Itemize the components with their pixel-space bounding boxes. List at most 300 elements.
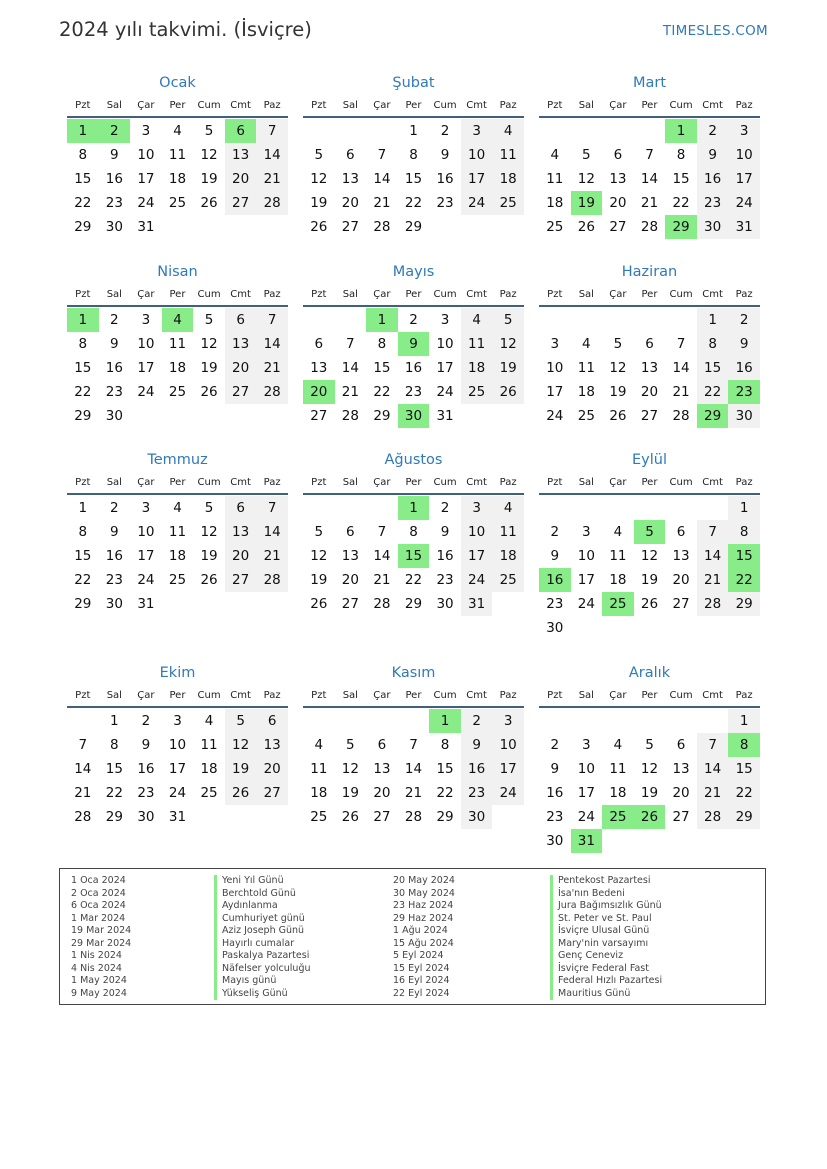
day-cell: 27	[341, 596, 359, 612]
day-cell: 1	[728, 496, 760, 520]
holiday-date: 4 Nis 2024	[71, 962, 122, 974]
day-cell: 19	[310, 195, 328, 211]
day-cell: 21	[373, 195, 391, 211]
day-cell: 9	[728, 332, 760, 356]
day-cell: 28	[373, 596, 391, 612]
day-cell: 2	[550, 524, 560, 540]
holiday-name: İsa'nın Bedeni	[550, 888, 662, 901]
day-cell: 19	[310, 572, 328, 588]
month-name: Nisan	[157, 264, 198, 280]
holiday-day-cell: 30	[398, 404, 430, 428]
day-cell: 20	[640, 384, 659, 400]
day-cell: 26	[200, 384, 218, 400]
day-cell: 20	[373, 785, 391, 801]
day-cell: 4	[173, 500, 182, 516]
day-cell: 14	[373, 171, 391, 187]
day-cell: 6	[346, 524, 355, 540]
day-cell: 24	[546, 408, 564, 424]
month-calendar	[67, 449, 288, 612]
holiday-name: Genç Ceneviz	[550, 950, 662, 963]
day-cell: 17	[461, 544, 493, 568]
day-cell: 26	[640, 596, 659, 612]
month-calendar	[303, 449, 524, 612]
day-cell: 29	[74, 219, 92, 235]
day-cell: 19	[225, 757, 257, 781]
day-cell: 21	[256, 167, 288, 191]
weekday-label: Pzt	[311, 99, 327, 111]
weekday-label: Per	[405, 99, 422, 111]
day-cell: 12	[577, 171, 595, 187]
day-cell: 16	[546, 785, 564, 801]
day-cell: 30	[105, 596, 123, 612]
weekday-label: Cum	[433, 689, 457, 701]
weekday-label: Cum	[197, 476, 221, 488]
day-cell: 27	[640, 408, 659, 424]
day-cell: 27	[225, 191, 257, 215]
day-cell: 2	[409, 312, 418, 328]
weekday-label: Sal	[578, 476, 594, 488]
day-cell: 15	[105, 761, 123, 777]
day-cell: 14	[341, 360, 359, 376]
weekday-label: Paz	[263, 99, 281, 111]
day-cell: 18	[577, 384, 595, 400]
day-cell: 25	[168, 384, 187, 400]
day-cell: 6	[676, 524, 686, 540]
weekday-label: Paz	[735, 288, 753, 300]
weekday-label: Cmt	[230, 288, 251, 300]
month-name: Temmuz	[147, 452, 208, 468]
day-cell: 11	[492, 520, 524, 544]
holiday-day-cell: 5	[634, 520, 666, 544]
holiday-day-cell: 1	[429, 709, 461, 733]
month-name: Aralık	[628, 665, 671, 681]
weekday-label: Pzt	[547, 689, 563, 701]
day-cell: 30	[105, 408, 123, 424]
holiday-name: Mauritius Günü	[550, 988, 662, 1001]
day-cell: 11	[546, 171, 564, 187]
holiday-day-cell: 16	[539, 568, 571, 592]
weekday-label: Cum	[433, 288, 457, 300]
weekday-label: Paz	[499, 99, 517, 111]
day-cell: 23	[436, 195, 454, 211]
day-cell: 16	[137, 761, 155, 777]
day-cell: 4	[492, 496, 524, 520]
day-cell: 6	[613, 147, 623, 163]
holiday-date: 29 Mar 2024	[71, 937, 132, 949]
day-cell: 23	[546, 809, 564, 825]
day-cell: 24	[461, 568, 493, 592]
day-cell: 7	[697, 733, 729, 757]
day-cell: 23	[461, 781, 493, 805]
day-cell: 6	[676, 737, 686, 753]
holiday-name: Pentekost Pazartesi	[550, 875, 662, 888]
day-cell: 5	[225, 709, 257, 733]
day-cell: 28	[256, 568, 288, 592]
holiday-legend	[59, 868, 766, 1005]
day-cell: 25	[168, 195, 187, 211]
holiday-day-cell: 15	[728, 544, 760, 568]
day-cell: 20	[225, 544, 257, 568]
holiday-name: Paskalya Pazartesi	[214, 950, 311, 963]
day-cell: 31	[137, 219, 155, 235]
weekday-label: Cum	[197, 689, 221, 701]
day-cell: 4	[204, 713, 214, 729]
day-cell: 4	[492, 119, 524, 143]
day-cell: 27	[672, 596, 690, 612]
day-cell: 5	[492, 308, 524, 332]
holiday-day-cell: 1	[67, 308, 99, 332]
day-cell: 1	[78, 500, 88, 516]
holiday-date: 29 Haz 2024	[393, 912, 454, 924]
day-cell: 10	[577, 548, 595, 564]
weekday-label: Cum	[197, 288, 221, 300]
day-cell: 19	[200, 548, 218, 564]
day-cell: 12	[341, 761, 359, 777]
day-cell: 30	[461, 805, 493, 829]
weekday-label: Çar	[373, 689, 391, 701]
day-cell: 4	[582, 336, 591, 352]
day-cell: 21	[341, 384, 359, 400]
holiday-name: Aziz Joseph Günü	[214, 925, 311, 938]
day-cell: 13	[341, 171, 359, 187]
day-cell: 19	[200, 360, 218, 376]
holiday-date: 5 Eyl 2024	[393, 950, 444, 961]
weekday-label: Per	[405, 476, 422, 488]
day-cell: 2	[440, 500, 450, 516]
holiday-date: 1 May 2024	[71, 975, 127, 986]
day-cell: 23	[546, 596, 564, 612]
day-cell: 22	[74, 572, 92, 588]
day-cell: 12	[640, 761, 659, 777]
day-cell: 26	[609, 408, 627, 424]
day-cell: 11	[609, 548, 627, 564]
day-cell: 18	[492, 167, 524, 191]
weekday-label: Cmt	[230, 99, 251, 111]
day-cell: 3	[492, 709, 524, 733]
day-cell: 5	[346, 737, 355, 753]
weekday-label: Paz	[263, 689, 281, 701]
holiday-day-cell: 1	[665, 119, 697, 143]
day-cell: 6	[314, 336, 324, 352]
day-cell: 15	[404, 171, 423, 187]
day-cell: 1	[409, 123, 418, 139]
day-cell: 12	[310, 548, 328, 564]
holiday-date: 19 Mar 2024	[71, 925, 132, 936]
weekday-label: Çar	[373, 476, 391, 488]
weekday-label: Paz	[735, 99, 753, 111]
holiday-date: 22 Eyl 2024	[393, 987, 450, 999]
day-cell: 2	[440, 123, 450, 139]
holiday-name: Näfelser yolculuğu	[214, 963, 311, 976]
day-cell: 10	[461, 520, 493, 544]
day-cell: 11	[461, 332, 493, 356]
holiday-date: 1 Oca 2024	[71, 875, 126, 886]
holiday-date-column	[71, 875, 131, 1000]
day-cell: 16	[105, 548, 123, 564]
day-cell: 11	[609, 761, 627, 777]
month-name: Ekim	[159, 665, 196, 681]
day-cell: 5	[314, 147, 324, 163]
day-cell: 17	[577, 572, 595, 588]
day-cell: 29	[404, 596, 423, 612]
day-cell: 22	[672, 195, 690, 211]
day-cell: 18	[168, 548, 187, 564]
day-cell: 2	[110, 312, 119, 328]
holiday-day-cell: 4	[162, 308, 194, 332]
day-cell: 15	[697, 356, 729, 380]
day-cell: 8	[377, 336, 387, 352]
weekday-label: Per	[641, 476, 658, 488]
day-cell: 16	[436, 171, 454, 187]
day-cell: 2	[461, 709, 493, 733]
weekday-label: Per	[641, 288, 658, 300]
day-cell: 12	[640, 548, 659, 564]
holiday-date-column	[393, 875, 455, 1000]
day-cell: 13	[341, 548, 359, 564]
weekday-label: Pzt	[311, 689, 327, 701]
weekday-header	[539, 283, 760, 307]
day-cell: 6	[377, 737, 387, 753]
weekday-label: Çar	[137, 288, 155, 300]
day-cell: 24	[436, 384, 454, 400]
holiday-date: 15 Eyl 2024	[393, 962, 450, 974]
day-cell: 20	[341, 572, 359, 588]
weekday-label: Çar	[137, 476, 155, 488]
day-cell: 20	[341, 195, 359, 211]
holiday-day-cell: 15	[398, 544, 430, 568]
day-cell: 10	[577, 761, 595, 777]
day-cell: 16	[461, 757, 493, 781]
weekday-label: Cum	[669, 288, 693, 300]
holiday-name: Mary'nin varsayımı	[550, 938, 662, 951]
day-cell: 29	[436, 809, 454, 825]
weekday-label: Pzt	[547, 99, 563, 111]
weekday-label: Cmt	[702, 689, 723, 701]
day-cell: 13	[672, 761, 690, 777]
day-cell: 25	[492, 191, 524, 215]
month-calendar	[539, 261, 760, 424]
weekday-label: Sal	[342, 689, 358, 701]
day-cell: 16	[404, 360, 423, 376]
day-cell: 18	[609, 572, 627, 588]
day-cell: 18	[168, 360, 187, 376]
day-cell: 7	[409, 737, 418, 753]
day-cell: 8	[78, 147, 88, 163]
day-cell: 13	[225, 520, 257, 544]
weekday-label: Paz	[263, 476, 281, 488]
day-cell: 30	[546, 620, 564, 636]
day-cell: 21	[672, 384, 690, 400]
day-cell: 19	[200, 171, 218, 187]
weekday-label: Per	[169, 99, 186, 111]
weekday-label: Paz	[499, 476, 517, 488]
day-cell: 5	[204, 123, 214, 139]
day-cell: 9	[461, 733, 493, 757]
day-cell: 5	[204, 312, 214, 328]
weekday-header	[67, 684, 288, 708]
day-cell: 26	[310, 219, 328, 235]
day-cell: 12	[200, 336, 218, 352]
day-cell: 9	[110, 524, 119, 540]
day-cell: 17	[436, 360, 454, 376]
weekday-label: Çar	[137, 99, 155, 111]
day-cell: 18	[200, 761, 218, 777]
month-calendar	[303, 72, 524, 235]
month-calendar	[539, 449, 760, 636]
holiday-day-cell: 9	[398, 332, 430, 356]
weekday-label: Sal	[342, 99, 358, 111]
day-cell: 18	[546, 195, 564, 211]
day-cell: 27	[225, 568, 257, 592]
day-cell: 23	[137, 785, 155, 801]
weekday-label: Çar	[373, 288, 391, 300]
day-cell: 31	[137, 596, 155, 612]
day-cell: 29	[728, 592, 760, 616]
day-cell: 22	[697, 380, 729, 404]
day-cell: 1	[110, 713, 119, 729]
day-cell: 22	[105, 785, 123, 801]
day-cell: 3	[461, 496, 493, 520]
day-cell: 12	[200, 524, 218, 540]
day-cell: 20	[672, 572, 690, 588]
day-cell: 15	[672, 171, 690, 187]
day-cell: 11	[168, 524, 187, 540]
holiday-day-cell: 20	[303, 380, 335, 404]
day-cell: 23	[697, 191, 729, 215]
month-calendar	[539, 662, 760, 849]
holiday-day-cell: 2	[99, 119, 131, 143]
day-cell: 22	[404, 195, 423, 211]
day-cell: 26	[200, 572, 218, 588]
day-cell: 26	[492, 380, 524, 404]
day-cell: 10	[728, 143, 760, 167]
day-cell: 25	[310, 809, 328, 825]
day-cell: 24	[492, 781, 524, 805]
day-cell: 11	[492, 143, 524, 167]
day-cell: 25	[546, 219, 564, 235]
day-cell: 6	[256, 709, 288, 733]
day-cell: 3	[582, 524, 591, 540]
day-cell: 19	[640, 785, 659, 801]
weekday-label: Sal	[342, 476, 358, 488]
holiday-name: Yeni Yıl Günü	[214, 875, 311, 888]
holiday-day-cell: 29	[665, 215, 697, 239]
holiday-name: Aydınlanma	[214, 900, 311, 913]
day-cell: 11	[168, 336, 187, 352]
weekday-label: Sal	[578, 288, 594, 300]
day-cell: 5	[314, 524, 324, 540]
holiday-day-cell: 23	[728, 380, 760, 404]
day-cell: 10	[137, 147, 155, 163]
day-cell: 19	[640, 572, 659, 588]
day-cell: 17	[137, 548, 155, 564]
day-cell: 30	[436, 596, 454, 612]
weekday-header	[67, 283, 288, 307]
day-cell: 21	[697, 568, 729, 592]
day-cell: 22	[404, 572, 423, 588]
holiday-day-cell: 26	[634, 805, 666, 829]
weekday-label: Sal	[106, 689, 122, 701]
day-cell: 8	[440, 737, 450, 753]
weekday-label: Cmt	[702, 99, 723, 111]
day-cell: 9	[550, 548, 560, 564]
month-calendar	[67, 662, 288, 825]
holiday-name: İsviçre Federal Fast	[550, 963, 662, 976]
month-name: Kasım	[391, 665, 436, 681]
month-name: Ağustos	[384, 452, 443, 468]
holiday-day-cell: 8	[728, 733, 760, 757]
weekday-label: Pzt	[75, 476, 91, 488]
day-cell: 20	[672, 785, 690, 801]
day-cell: 3	[440, 312, 450, 328]
day-cell: 7	[676, 336, 686, 352]
holiday-day-cell: 1	[366, 308, 398, 332]
weekday-label: Pzt	[547, 476, 563, 488]
holiday-name: Yükseliş Günü	[214, 988, 311, 1001]
day-cell: 6	[645, 336, 654, 352]
day-cell: 11	[200, 737, 218, 753]
day-cell: 17	[137, 360, 155, 376]
day-cell: 17	[168, 761, 187, 777]
day-cell: 25	[492, 568, 524, 592]
day-cell: 7	[645, 147, 654, 163]
month-calendar	[539, 72, 760, 235]
weekday-label: Çar	[609, 99, 627, 111]
weekday-label: Çar	[137, 689, 155, 701]
day-cell: 10	[137, 524, 155, 540]
holiday-date: 1 Nis 2024	[71, 950, 122, 961]
day-cell: 27	[672, 809, 690, 825]
day-cell: 3	[728, 119, 760, 143]
day-cell: 5	[613, 336, 623, 352]
day-cell: 10	[168, 737, 187, 753]
holiday-name: Berchtold Günü	[214, 888, 311, 901]
day-cell: 13	[609, 171, 627, 187]
weekday-label: Cum	[433, 476, 457, 488]
day-cell: 18	[461, 356, 493, 380]
day-cell: 7	[256, 496, 288, 520]
day-cell: 28	[74, 809, 92, 825]
holiday-name: St. Peter ve St. Paul	[550, 913, 662, 926]
weekday-header	[539, 471, 760, 495]
day-cell: 21	[640, 195, 659, 211]
day-cell: 9	[141, 737, 151, 753]
day-cell: 10	[436, 336, 454, 352]
page-title: 2024 yılı takvimi. (İsviçre)	[59, 18, 312, 41]
day-cell: 21	[373, 572, 391, 588]
day-cell: 8	[78, 336, 88, 352]
day-cell: 10	[492, 733, 524, 757]
day-cell: 22	[74, 384, 92, 400]
day-cell: 3	[141, 500, 151, 516]
weekday-header	[539, 684, 760, 708]
day-cell: 9	[440, 524, 450, 540]
brand-logo-text[interactable]: TIMESLES.COM	[662, 23, 768, 39]
day-cell: 27	[225, 380, 257, 404]
weekday-label: Per	[169, 476, 186, 488]
day-cell: 24	[461, 191, 493, 215]
day-cell: 29	[74, 408, 92, 424]
weekday-label: Cmt	[466, 689, 487, 701]
holiday-date: 16 Eyl 2024	[393, 975, 450, 986]
day-cell: 13	[373, 761, 391, 777]
day-cell: 24	[728, 191, 760, 215]
holiday-name: İsviçre Ulusal Günü	[550, 925, 662, 938]
day-cell: 29	[105, 809, 123, 825]
day-cell: 27	[373, 809, 391, 825]
day-cell: 20	[609, 195, 627, 211]
weekday-label: Pzt	[75, 288, 91, 300]
